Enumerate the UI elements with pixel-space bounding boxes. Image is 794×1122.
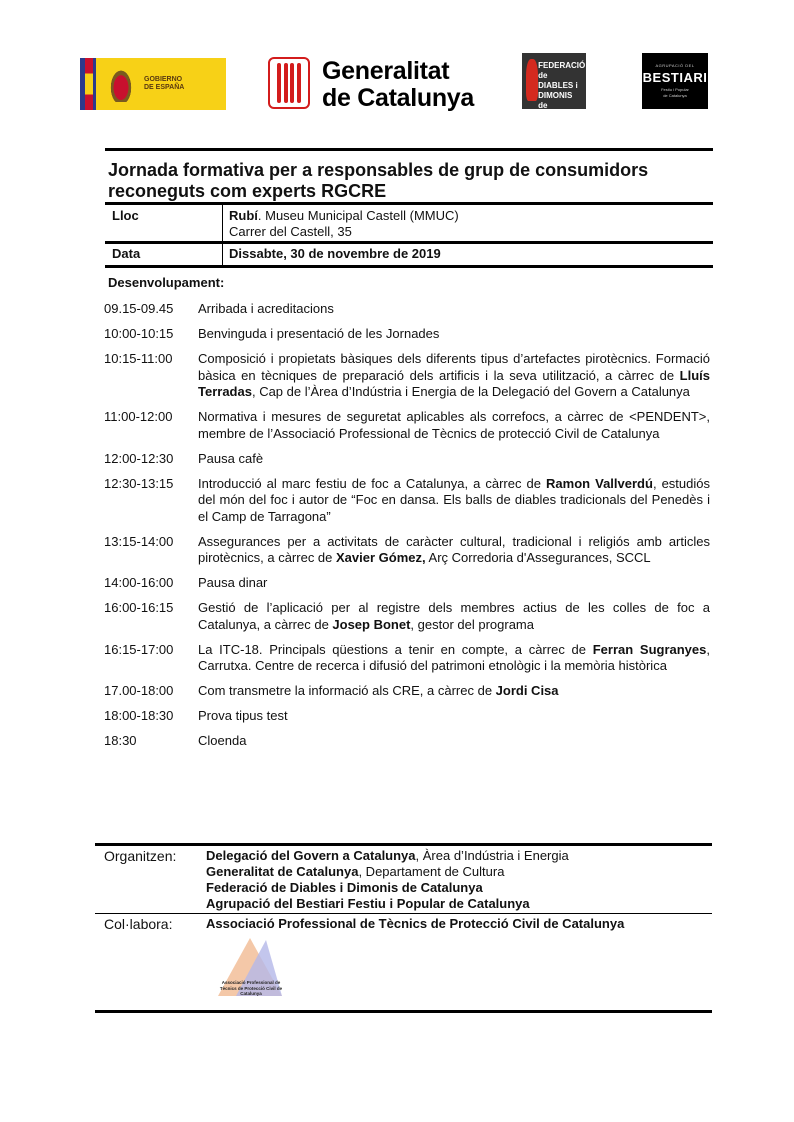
organizers-top-rule — [95, 843, 712, 846]
agenda-time: 16:15-17:00 — [104, 641, 174, 657]
agenda-description: Assegurances per a activitats de caràcter cultural, tradicional i religiós amb articles pirotècnics, a càrrec de Xavier Gómez, Arç Corredoria d'Assegurances, SCCL — [198, 533, 710, 565]
agenda-time: 17.00-18:00 — [104, 683, 174, 698]
place-city: Rubí — [229, 208, 258, 223]
speaker-name: Ramon Vallverdú — [546, 475, 653, 491]
collaborators-label: Col·labora: — [104, 916, 173, 932]
organizer-federacio: Federació de Diables i Dimonis de Catalunya — [206, 880, 483, 895]
agenda-time: 10:00-10:15 — [104, 326, 174, 341]
agenda-description: Normativa i mesures de seguretat aplicables als correfocs, a càrrec de <PENDENT>, membre de l’Associació Professional de Tècnics de protecció Civil de Catalunya — [198, 409, 710, 441]
agenda-description: Pausa dinar — [198, 575, 268, 590]
organizer-generalitat: Generalitat de Catalunya — [206, 864, 359, 879]
collaborator-name: Associació Professional de Tècnics de Protecció Civil de Catalunya — [206, 916, 625, 931]
agenda-time: 18:00-18:30 — [104, 708, 174, 723]
spain-logo-text-1: GOBIERNO — [144, 76, 183, 83]
bestiari-logo: AGRUPACIÓ DEL BESTIARI Festiu i Popular de Catalunya — [642, 53, 708, 109]
organizers-divider — [95, 913, 712, 914]
agenda-time: 12:00-12:30 — [104, 450, 174, 466]
collaborators-row — [104, 916, 712, 932]
info-row-date — [108, 243, 712, 265]
agenda-item — [104, 301, 710, 318]
agenda-description: Introducció al marc festiu de foc a Catalunya, a càrrec de Ramon Vallverdú, estudiós del món del foc i autor de “Foc en dansa. Els balls de diables tradicionals del Penedès i el Camp de Tarragona” — [198, 475, 711, 524]
agenda-description: La ITC-18. Principals qüestions a tenir en compte, a càrrec de Ferran Sugranyes, Carrutxa. Centre de recerca i difusió del patrimoni etnològic i la memòria històrica — [198, 641, 710, 673]
agenda-time: 14:00-16:00 — [104, 575, 174, 590]
organizer-bestiari: Agrupació del Bestiari Festiu i Popular de Catalunya — [206, 896, 530, 911]
place-label: Lloc — [108, 205, 223, 243]
speaker-name: Ferran Sugranyes — [592, 641, 707, 657]
organizers-row: Organitzen: Delegació del Govern a Catalunya, Àrea d’Indústria i Energia Generalitat de Catalunya, Departament de Cultura Federació de Diables i Dimonis de Catalunya Agrupació del Bestiari Festiu i Popular de Catalunya — [104, 848, 569, 911]
agenda-description: Composició i propietats bàsiques dels diferents tipus d’artefactes pirotècnics. Formació bàsica en tècniques de preparació dels artificis i la seva utilització, a càrrec de Lluís Terradas, Cap de l’Àrea d’Indústria i Energia de la Delegació del Govern a Catalunya — [198, 351, 710, 399]
agenda-item — [104, 708, 710, 725]
agenda-time: 09.15-09.45 — [104, 301, 174, 316]
agenda-time: 13:15-14:00 — [104, 533, 174, 549]
coat-of-arms-icon — [108, 66, 134, 102]
organizers-label: Organitzen: — [104, 848, 177, 864]
section-label: Desenvolupament: — [108, 275, 225, 290]
agenda-item — [104, 600, 710, 633]
speaker-name: Lluís Terradas — [198, 367, 710, 399]
place-address: Carrer del Castell, 35 — [229, 224, 352, 239]
agenda-description: Benvinguda i presentació de les Jornades — [198, 326, 440, 341]
date-value: Dissabte, 30 de novembre de 2019 — [229, 246, 441, 261]
spain-logo-text-2: DE ESPAÑA — [144, 84, 185, 91]
page-title: Jornada formativa per a responsables de grup de consumidors reconeguts com experts RGCRE — [108, 160, 649, 201]
organizers-table — [104, 848, 712, 912]
flag-stripe-icon — [80, 58, 96, 110]
agenda-item — [104, 683, 710, 700]
agenda-time: 16:00-16:15 — [104, 600, 174, 615]
speaker-name: Xavier Gómez, — [336, 550, 426, 565]
apc-triangle-logo — [218, 938, 284, 1004]
federacio-diables-logo: FEDERACIÓ de DIABLES i DIMONIS de CATALUNYA — [522, 53, 586, 109]
agenda-item — [104, 733, 710, 750]
agenda-time: 12:30-13:15 — [104, 475, 174, 491]
generalitat-stripes-icon — [268, 57, 310, 109]
top-rule — [105, 148, 713, 151]
agenda-description: Prova tipus test — [198, 708, 288, 723]
bottom-rule — [95, 1010, 712, 1013]
info-table — [108, 205, 712, 243]
date-label: Data — [108, 243, 223, 265]
agenda-time: 11:00-12:00 — [104, 409, 173, 424]
agenda-description: Cloenda — [198, 733, 247, 748]
devil-figure-icon — [522, 53, 538, 109]
agenda-description: Arribada i acreditacions — [198, 301, 334, 316]
agenda-item — [104, 642, 710, 675]
place-venue: . Museu Municipal Castell (MMUC) — [257, 208, 459, 223]
agenda-description: Com transmetre la informació als CRE, a càrrec de Jordi Cisa — [198, 683, 559, 698]
agenda-item — [104, 534, 710, 567]
agenda-item — [104, 351, 710, 401]
generalitat-logo-text: Generalitat de Catalunya — [322, 57, 475, 112]
agenda-item — [104, 575, 710, 592]
apc-logo-text: Associació Professional de Tècnics de Protecció Civil de Catalunya — [219, 980, 283, 996]
speaker-name: Jordi Cisa — [495, 683, 559, 698]
agenda-item — [104, 326, 710, 343]
speaker-name: Josep Bonet — [332, 616, 411, 632]
agenda-description: Gestió de l’aplicació per al registre dels membres actius de les colles de foc a Catalunya, a càrrec de Josep Bonet, gestor del programa — [198, 600, 710, 632]
agenda-time: 18:30 — [104, 733, 137, 748]
organizer-delegacio: Delegació del Govern a Catalunya — [206, 848, 416, 863]
agenda-time: 10:15-11:00 — [104, 351, 173, 366]
agenda-description: Pausa cafè — [198, 450, 264, 466]
agenda-item — [104, 409, 710, 442]
info-row-place — [108, 205, 712, 243]
gobierno-espana-logo — [80, 58, 226, 110]
agenda-item — [104, 451, 710, 468]
info-table-bottom-rule — [105, 265, 713, 268]
agenda-item — [104, 476, 710, 526]
agenda-list — [104, 301, 710, 758]
